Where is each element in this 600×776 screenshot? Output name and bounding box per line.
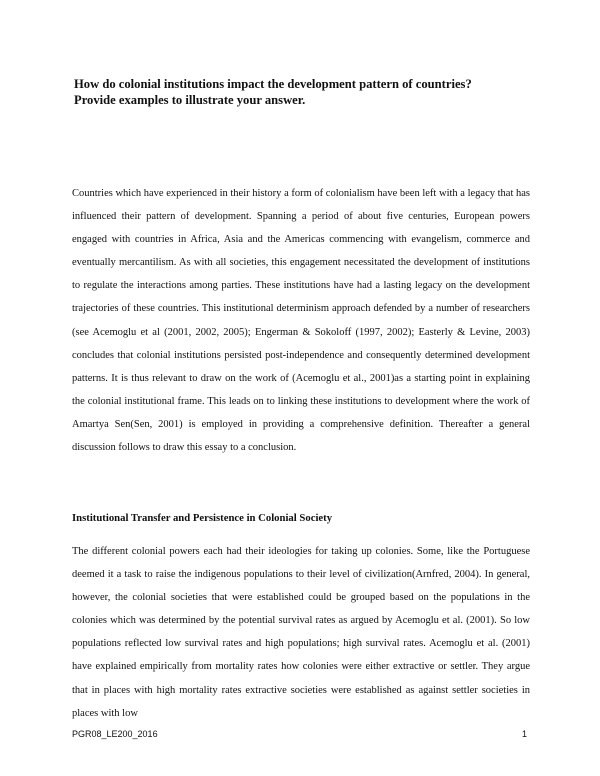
document-title xyxy=(74,76,544,108)
footer-page-number: 1 xyxy=(522,729,528,739)
title-line-2: Provide examples to illustrate your answer. xyxy=(74,93,306,107)
intro-paragraph: Countries which have experienced in their history a form of colonialism have been left with a legacy that has influenced their pattern of development. Spanning a period of about five centuries, European powers engaged with countries in Africa, Asia and the Americas commencing with evangelism, commerce and eventually mercantilism. As with all societies, this engagement necessitated the development of institutions to regulate the interactions among parties. These institutions have had a lasting legacy on the development trajectories of these countries. This institutional determinism approach defended by a number of researchers (see Acemoglu et al (2001, 2002, 2005); Engerman & Sokoloff (1997, 2002); Easterly & Levine, 2003) concludes that colonial institutions persisted post-independence and consequently determined development patterns. It is thus relevant to draw on the work of (Acemoglu et al., 2001)as a starting point in explaining the colonial institutional frame. This leads on to linking these institutions to development where the work of Amartya Sen(Sen, 2001) is employed in providing a comprehensive definition. Thereafter a general discussion follows to draw this essay to a conclusion. xyxy=(72,188,530,454)
footer-doc-code: PGR08_LE200_2016 xyxy=(72,729,158,739)
title-line-1: How do colonial institutions impact the development pattern of countries? xyxy=(74,77,472,91)
section-paragraph: The different colonial powers each had their ideologies for taking up colonies. Some, like the Portuguese deemed it a task to raise the indigenous populations to their level of civilization(Arnfred, 2004). In general, however, the colonial societies that were established could be grouped based on the populations in the colonies which was determined by the potential survival rates as argued by Acemoglu et al. (2001). So low populations reflected low survival rates and high populations; high survival rates. Acemoglu et al. (2001) have explained empirically from mortality rates how colonies were either extractive or settler. They argue that in places with high mortality rates extractive societies were established as against settler societies in places with low xyxy=(72,546,530,719)
section-heading: Institutional Transfer and Persistence in Colonial Society xyxy=(72,512,333,524)
